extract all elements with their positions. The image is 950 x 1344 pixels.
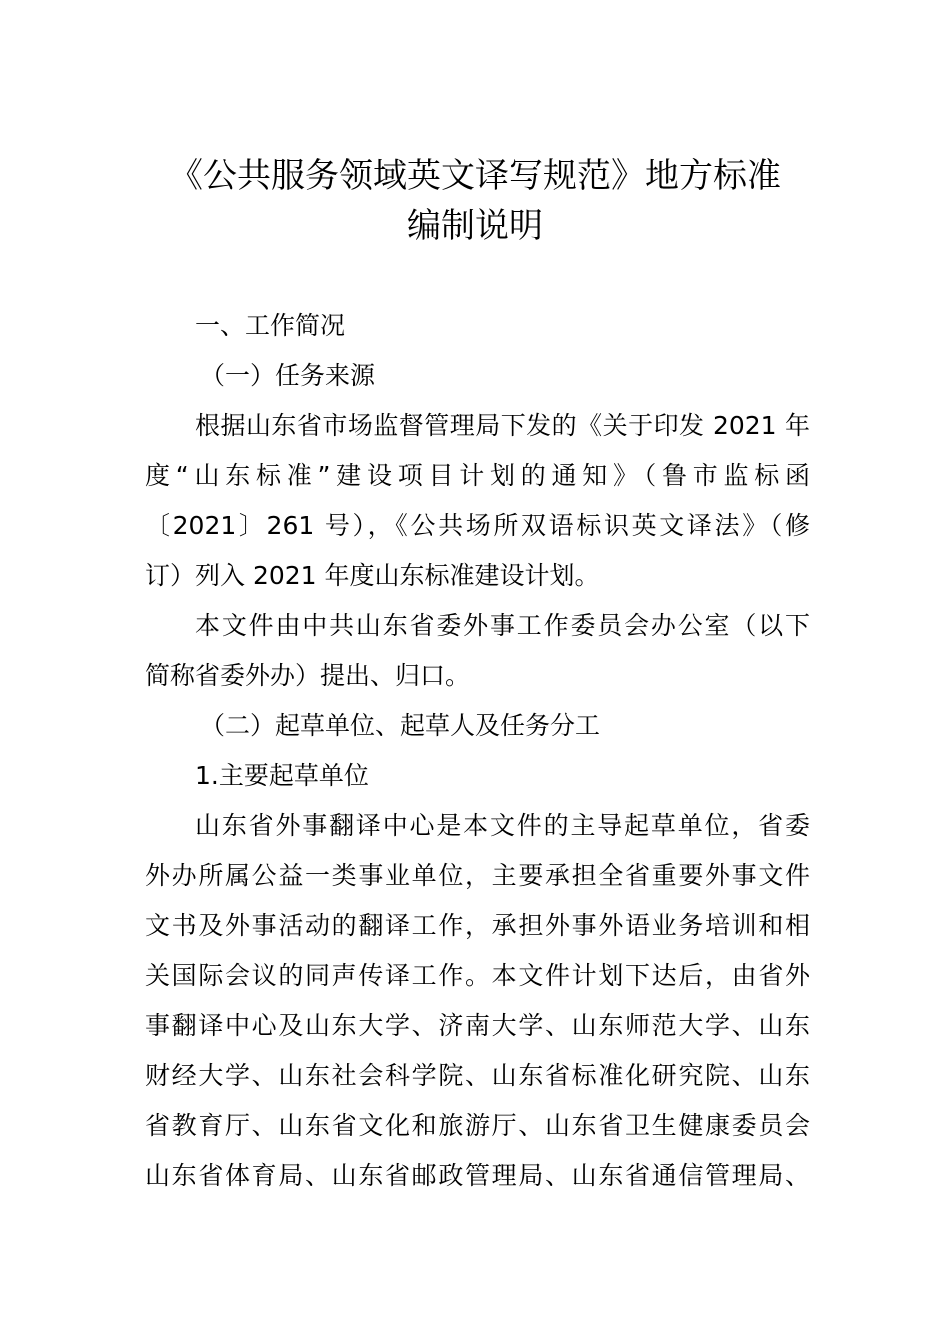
subsection-heading-task-source: （一）任务来源	[200, 361, 376, 390]
subheading-main-drafting-unit: 1.主要起草单位	[195, 761, 369, 790]
document-title-line-2: 编制说明	[407, 206, 543, 246]
paragraph-line: 度“山东标准”建设项目计划的通知》（鲁市监标函	[145, 461, 810, 490]
paragraph-line: 外办所属公益一类事业单位，主要承担全省重要外事文件	[145, 861, 810, 890]
document-title-line-1: 《公共服务领域英文译写规范》地方标准	[169, 156, 781, 196]
section-heading-work-overview: 一、工作简况	[195, 311, 346, 340]
subsection-heading-drafting-units: （二）起草单位、起草人及任务分工	[200, 711, 601, 740]
paragraph-line: 山东省体育局、山东省邮政管理局、山东省通信管理局、	[145, 1161, 810, 1190]
paragraph-line: 山东省外事翻译中心是本文件的主导起草单位，省委	[195, 811, 810, 840]
paragraph-line: 订）列入 2021 年度山东标准建设计划。	[145, 561, 600, 590]
paragraph-line: 简称省委外办）提出、归口。	[145, 661, 471, 690]
paragraph-line: 文书及外事活动的翻译工作，承担外事外语业务培训和相	[145, 911, 810, 940]
paragraph-line: 财经大学、山东社会科学院、山东省标准化研究院、山东	[145, 1061, 810, 1090]
paragraph-line: 事翻译中心及山东大学、济南大学、山东师范大学、山东	[145, 1011, 810, 1040]
paragraph-line: 省教育厅、山东省文化和旅游厅、山东省卫生健康委员会	[145, 1111, 810, 1140]
paragraph-line: 〔2021〕261 号），《公共场所双语标识英文译法》（修	[145, 511, 810, 540]
paragraph-line: 本文件由中共山东省委外事工作委员会办公室（以下	[195, 611, 810, 640]
paragraph-line: 关国际会议的同声传译工作。本文件计划下达后，由省外	[145, 961, 810, 990]
paragraph-line: 根据山东省市场监督管理局下发的《关于印发 2021 年	[195, 411, 810, 440]
